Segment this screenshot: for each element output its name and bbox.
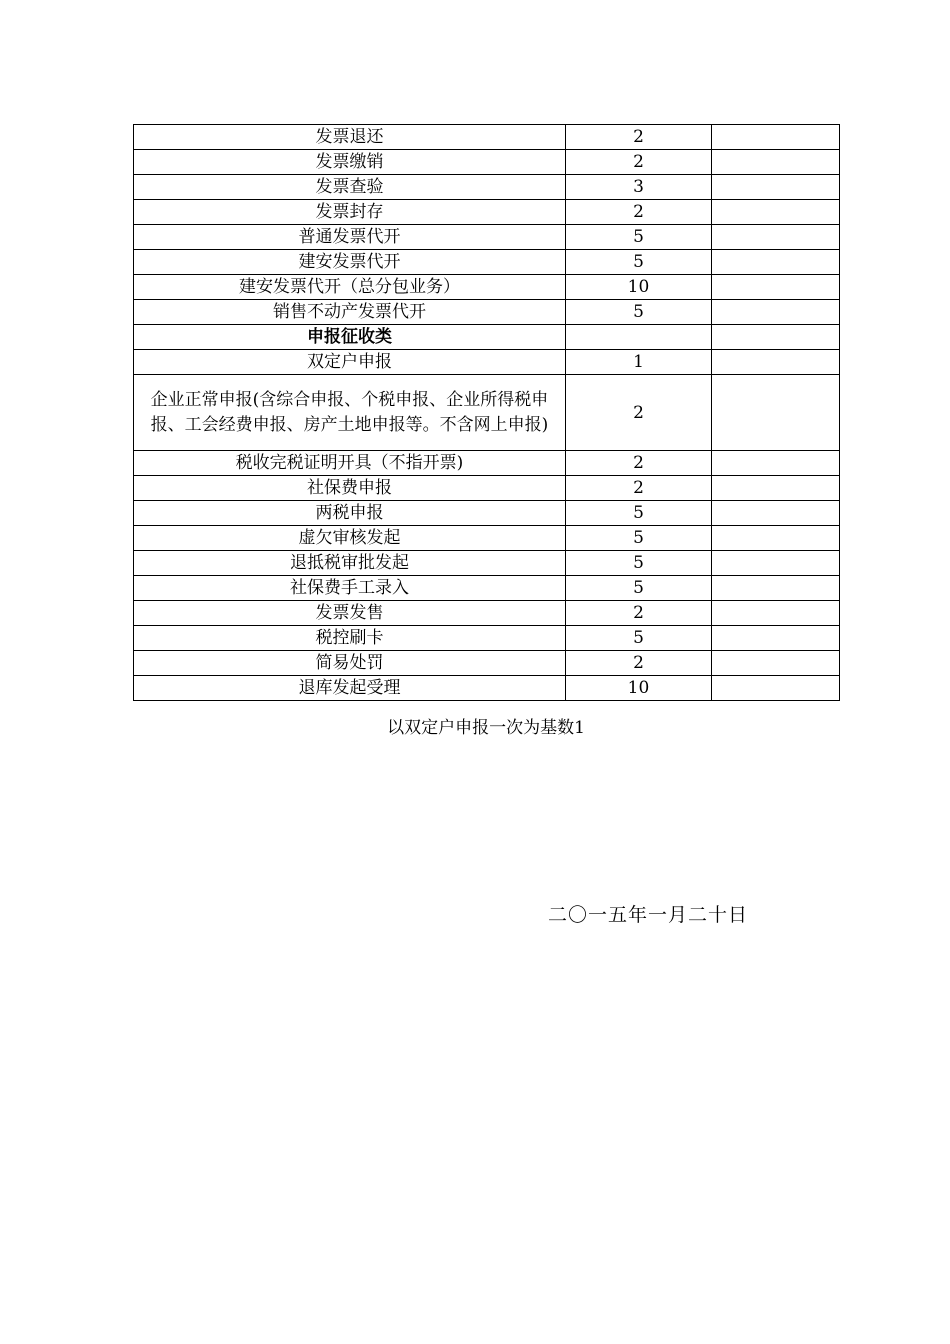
item-cell: 普通发票代开	[134, 225, 566, 250]
item-cell: 双定户申报	[134, 350, 566, 375]
remark-cell	[712, 651, 840, 676]
item-cell: 简易处罚	[134, 651, 566, 676]
remark-cell	[712, 175, 840, 200]
value-cell: 2	[566, 375, 712, 451]
item-cell: 建安发票代开（总分包业务）	[134, 275, 566, 300]
table-row	[134, 275, 840, 300]
table-row	[134, 350, 840, 375]
remark-cell	[712, 375, 840, 451]
remark-cell	[712, 576, 840, 601]
item-cell: 销售不动产发票代开	[134, 300, 566, 325]
item-cell: 企业正常申报(含综合申报、个税申报、企业所得税申报、工会经费申报、房产土地申报等。不含网上申报)	[134, 375, 566, 451]
table-row	[134, 250, 840, 275]
table-row	[134, 125, 840, 150]
item-cell: 发票退还	[134, 125, 566, 150]
item-cell: 建安发票代开	[134, 250, 566, 275]
item-cell: 退库发起受理	[134, 676, 566, 701]
item-cell: 税控刷卡	[134, 626, 566, 651]
remark-cell	[712, 551, 840, 576]
section-header-row	[134, 325, 840, 350]
baseline-note: 以双定户申报一次为基数1	[387, 718, 585, 738]
table-row	[134, 576, 840, 601]
item-cell: 两税申报	[134, 501, 566, 526]
table-row	[134, 476, 840, 501]
table-row	[134, 225, 840, 250]
remark-cell	[712, 626, 840, 651]
remark-cell	[712, 451, 840, 476]
remark-cell	[712, 150, 840, 175]
workload-table	[133, 124, 840, 701]
item-cell: 虚欠审核发起	[134, 526, 566, 551]
table-row	[134, 300, 840, 325]
remark-cell	[712, 601, 840, 626]
value-cell: 5	[566, 551, 712, 576]
item-cell: 发票发售	[134, 601, 566, 626]
item-cell: 社保费手工录入	[134, 576, 566, 601]
workload-table-body	[134, 125, 840, 701]
item-cell: 社保费申报	[134, 476, 566, 501]
remark-cell	[712, 200, 840, 225]
document-date: 二〇一五年一月二十日	[548, 904, 749, 926]
value-cell: 1	[566, 350, 712, 375]
remark-cell	[712, 526, 840, 551]
value-cell: 5	[566, 501, 712, 526]
table-row	[134, 651, 840, 676]
table-row	[134, 551, 840, 576]
value-cell: 5	[566, 225, 712, 250]
table-row	[134, 375, 840, 451]
table-row	[134, 150, 840, 175]
remark-cell	[712, 125, 840, 150]
value-cell: 3	[566, 175, 712, 200]
remark-cell	[712, 501, 840, 526]
remark-cell	[712, 350, 840, 375]
remark-cell	[712, 476, 840, 501]
value-cell: 5	[566, 626, 712, 651]
table-row	[134, 601, 840, 626]
value-cell: 5	[566, 526, 712, 551]
value-cell: 2	[566, 601, 712, 626]
item-cell: 退抵税审批发起	[134, 551, 566, 576]
value-cell: 10	[566, 275, 712, 300]
item-cell: 发票查验	[134, 175, 566, 200]
table-row	[134, 676, 840, 701]
section-title: 申报征收类	[134, 325, 566, 350]
remark-cell	[712, 250, 840, 275]
remark-cell	[712, 300, 840, 325]
item-cell: 发票缴销	[134, 150, 566, 175]
value-cell: 2	[566, 451, 712, 476]
remark-cell	[712, 275, 840, 300]
table-row	[134, 175, 840, 200]
table-row	[134, 501, 840, 526]
value-cell: 5	[566, 576, 712, 601]
value-cell: 10	[566, 676, 712, 701]
remark-cell	[712, 225, 840, 250]
item-cell: 发票封存	[134, 200, 566, 225]
remark-cell	[712, 325, 840, 350]
value-cell: 2	[566, 651, 712, 676]
remark-cell	[712, 676, 840, 701]
table-row	[134, 451, 840, 476]
value-cell: 2	[566, 125, 712, 150]
value-cell: 2	[566, 150, 712, 175]
value-cell: 2	[566, 200, 712, 225]
value-cell: 5	[566, 300, 712, 325]
value-cell: 2	[566, 476, 712, 501]
item-cell: 税收完税证明开具（不指开票)	[134, 451, 566, 476]
table-row	[134, 526, 840, 551]
table-row	[134, 626, 840, 651]
value-cell: 5	[566, 250, 712, 275]
value-cell	[566, 325, 712, 350]
table-row	[134, 200, 840, 225]
